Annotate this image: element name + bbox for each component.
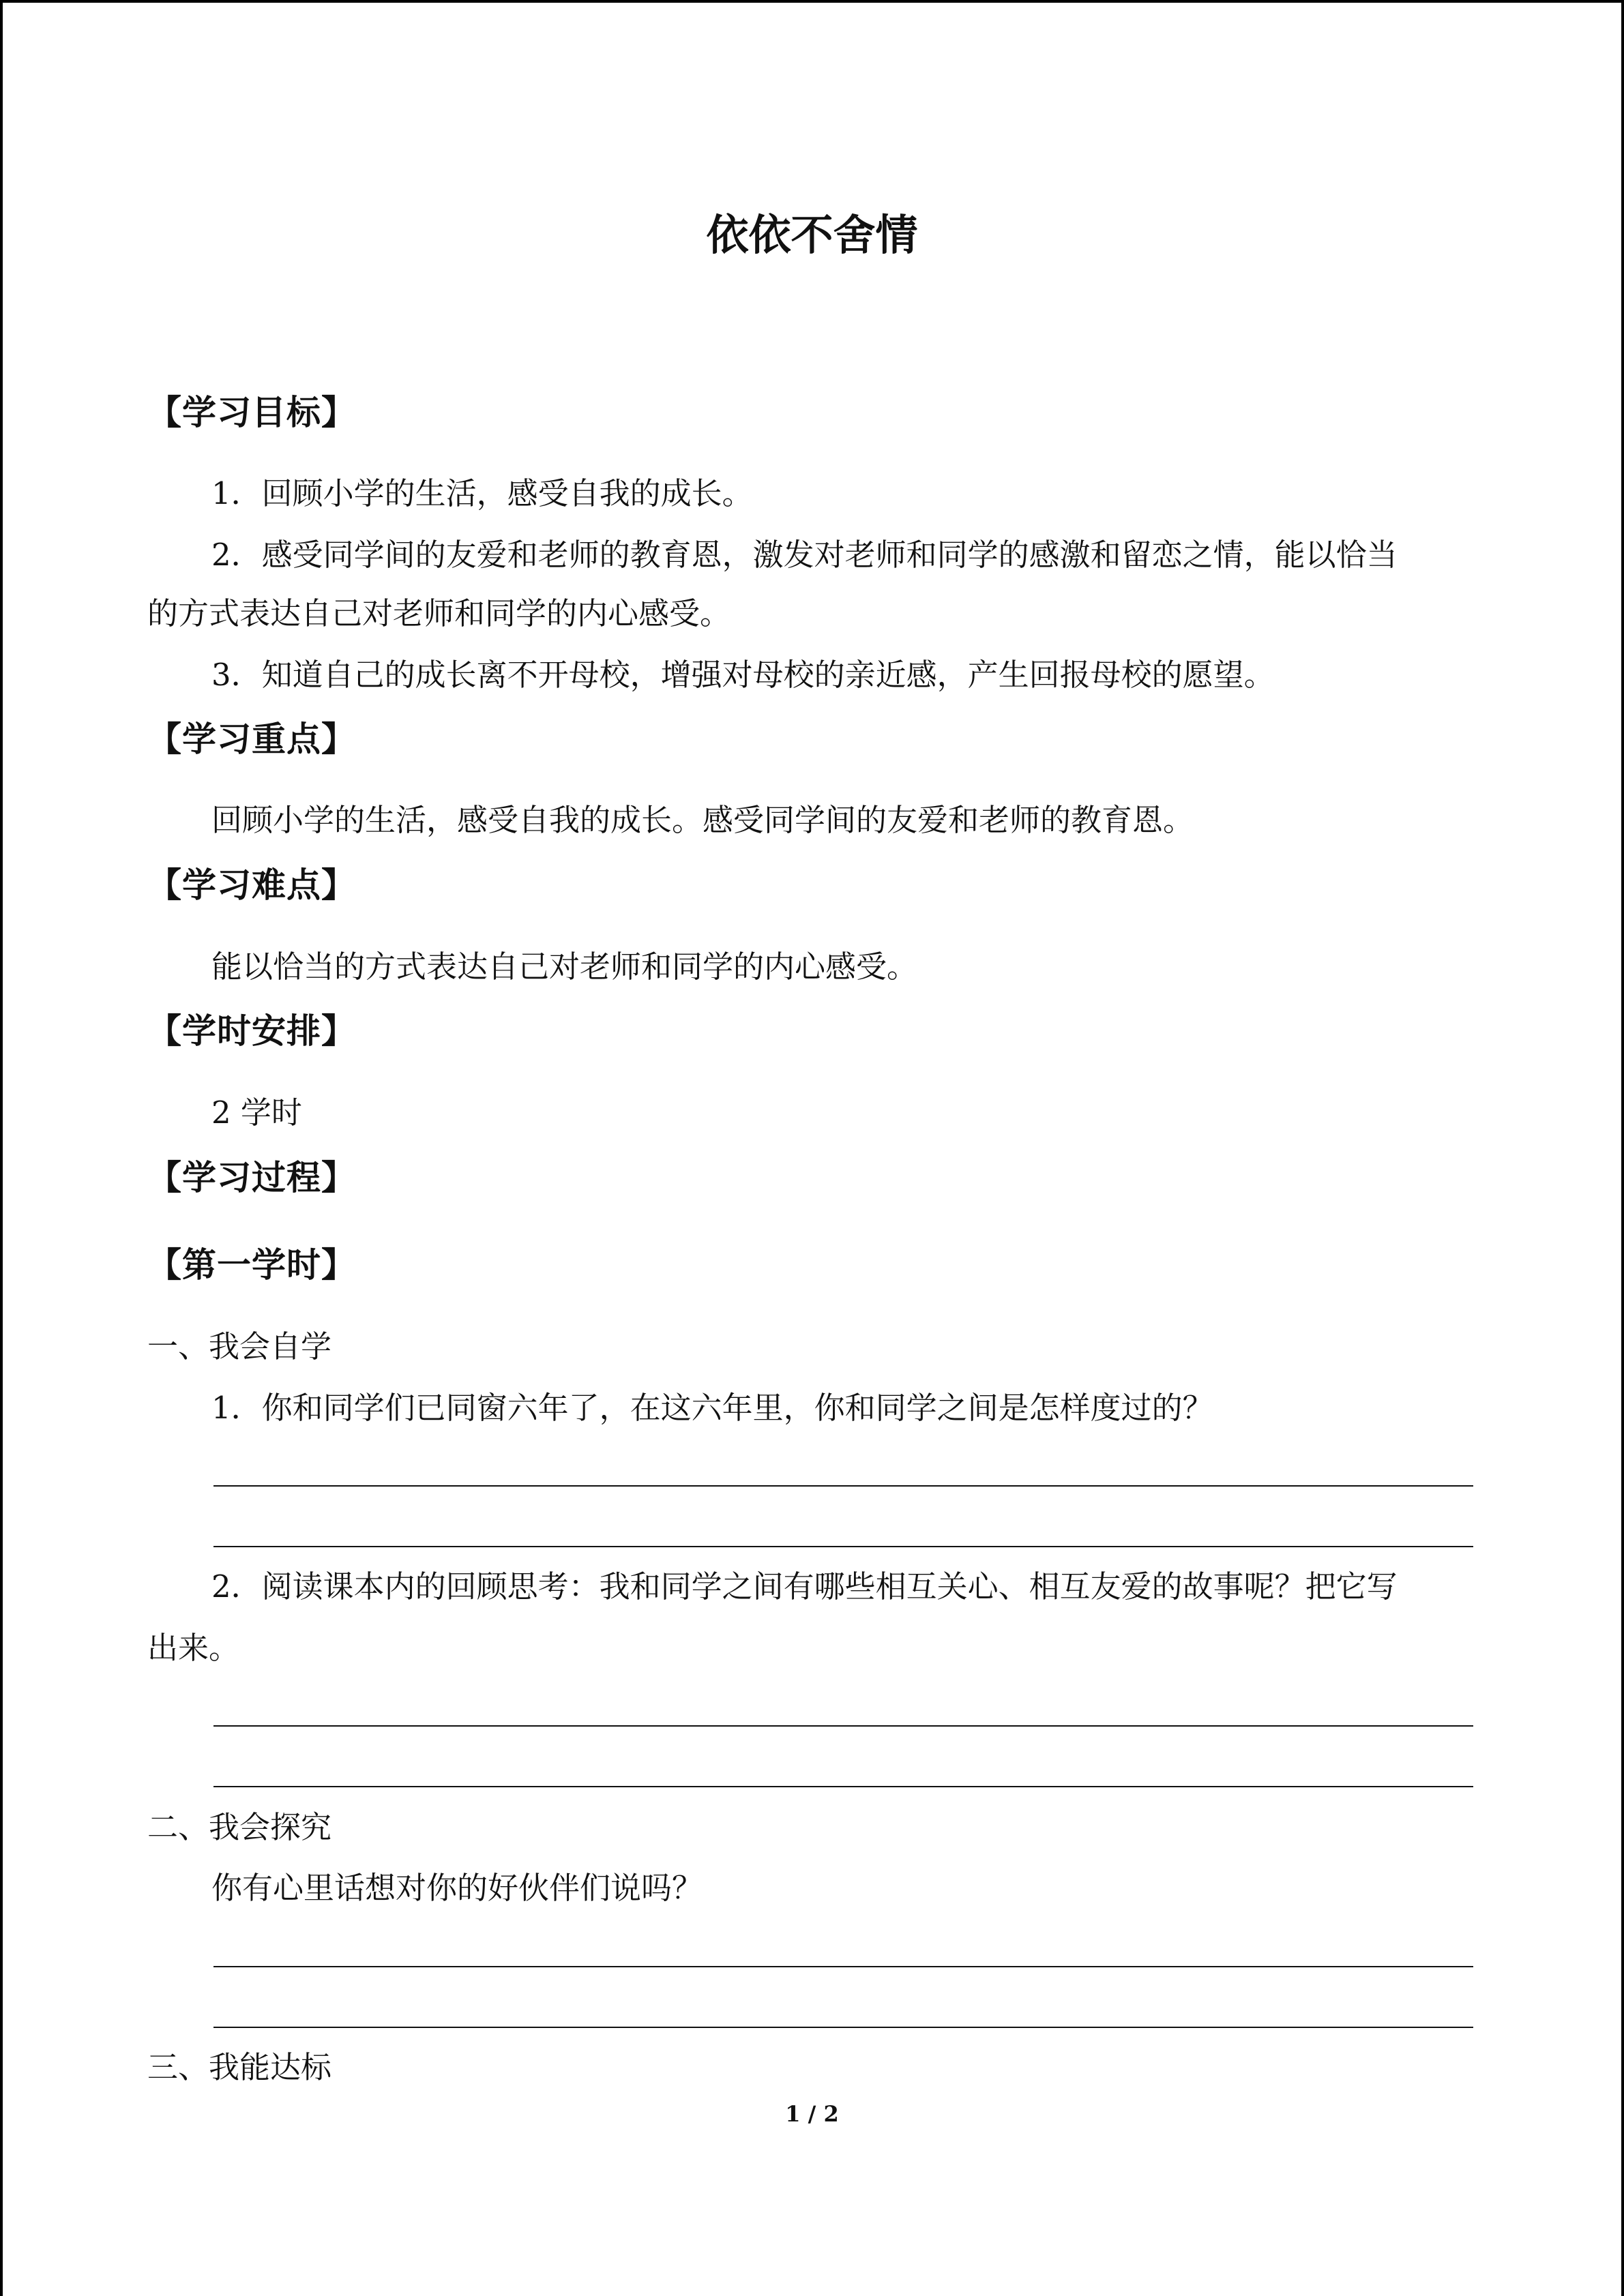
document-title: 依依不舍情 (706, 210, 918, 260)
answer-line (213, 1786, 1473, 1787)
schedule-text: 2 学时 (211, 1094, 302, 1131)
objective-item-2-continued: 的方式表达自己对老师和同学的内心感受。 (147, 595, 731, 631)
self-study-question-2-continued: 出来。 (147, 1630, 240, 1666)
achieve-heading: 三、我能达标 (147, 2049, 332, 2085)
explore-heading: 二、我会探究 (147, 1809, 332, 1845)
schedule-heading: 【学时安排】 (147, 1011, 356, 1051)
self-study-heading: 一、我会自学 (147, 1328, 332, 1365)
key-points-text: 回顾小学的生活，感受自我的成长。感受同学间的友爱和老师的教育恩。 (211, 802, 1194, 838)
self-study-question-1: 1．你和同学们已同窗六年了，在这六年里，你和同学之间是怎样度过的？ (211, 1390, 1213, 1426)
first-period-heading: 【第一学时】 (147, 1245, 356, 1285)
answer-line (213, 1725, 1473, 1727)
difficulties-text: 能以恰当的方式表达自己对老师和同学的内心感受。 (211, 949, 918, 985)
page-border-top (0, 0, 1624, 3)
answer-line (213, 2027, 1473, 2028)
objective-item-3: 3．知道自己的成长离不开母校，增强对母校的亲近感，产生回报母校的愿望。 (211, 657, 1275, 693)
explore-question: 你有心里话想对你的好伙伴们说吗？ (211, 1870, 703, 1906)
difficulties-heading: 【学习难点】 (147, 865, 356, 905)
page-border-right (1621, 0, 1624, 2296)
process-heading: 【学习过程】 (147, 1158, 356, 1197)
answer-line (213, 1966, 1473, 1967)
objective-item-2: 2．感受同学间的友爱和老师的教育恩，激发对老师和同学的感激和留恋之情，能以恰当 (211, 537, 1398, 573)
page-border-left (0, 0, 3, 2296)
answer-line (213, 1546, 1473, 1547)
key-points-heading: 【学习重点】 (147, 719, 356, 759)
answer-line (213, 1485, 1473, 1487)
self-study-question-2: 2．阅读课本内的回顾思考：我和同学之间有哪些相互关心、相互友爱的故事呢？把它写 (211, 1568, 1398, 1605)
objectives-heading: 【学习目标】 (147, 393, 356, 432)
objective-item-1: 1．回顾小学的生活，感受自我的成长。 (211, 475, 753, 511)
page-number: 1 / 2 (785, 2101, 839, 2127)
